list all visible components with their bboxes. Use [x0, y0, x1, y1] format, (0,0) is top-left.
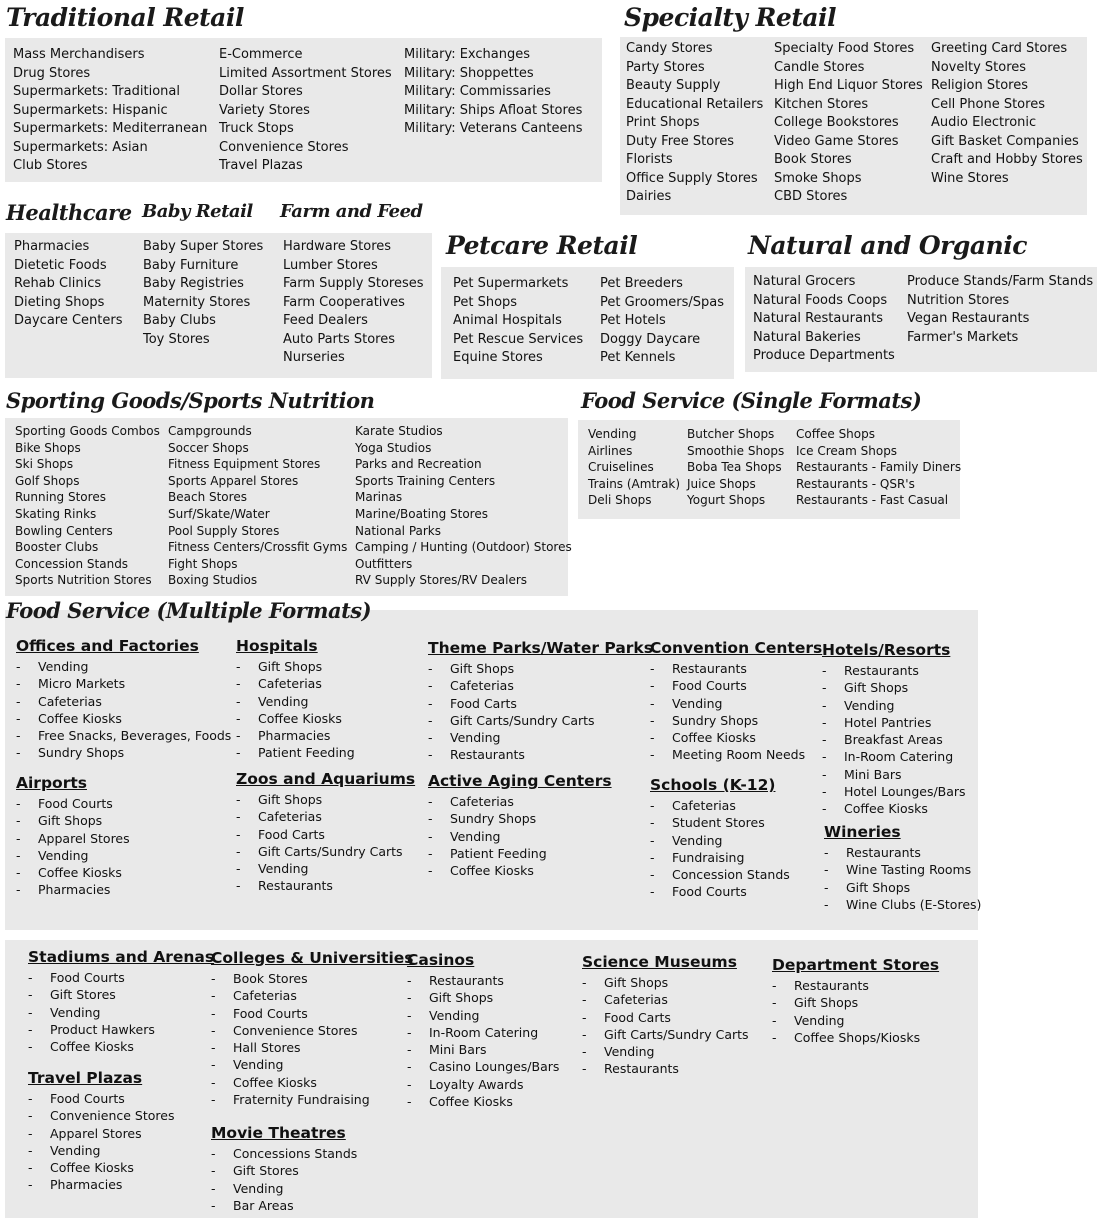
list-item: - Fraternity Fundraising [211, 1091, 414, 1108]
list-item: Golf Shops [15, 473, 80, 488]
list-item: - Vending [16, 847, 130, 864]
list-item: Pool Supply Stores [168, 523, 280, 538]
group-travel-plazas [28, 1068, 174, 1194]
food-single-title: Food Service (Single Formats) [581, 388, 922, 413]
list-item: - Vending [211, 1180, 357, 1197]
list-item: - Cafeterias [236, 675, 355, 692]
list-item: - Sundry Shops [650, 712, 822, 729]
group-active-aging [428, 771, 612, 879]
list-item: Dairies [626, 189, 672, 204]
list-item: Maternity Stores [143, 294, 251, 310]
group-science-museums [582, 952, 749, 1078]
list-item: Florists [626, 152, 673, 167]
group-heading: Movie Theatres [211, 1124, 346, 1142]
list-item: - Gift Shops [428, 660, 653, 677]
list-item: - Food Courts [650, 883, 790, 900]
list-item: Produce Departments [753, 348, 895, 363]
list-item: Specialty Food Stores [774, 41, 915, 56]
list-item: - Vending [428, 828, 612, 845]
list-item: Boxing Studios [168, 573, 258, 588]
list-item: Concession Stands [15, 556, 129, 571]
list-item: Sports Apparel Stores [168, 473, 299, 488]
baby-retail-list [143, 238, 263, 349]
list-item: - Food Courts [650, 677, 822, 694]
list-item: - Hotel Pantries [822, 714, 966, 731]
list-item: Audio Electronic [931, 115, 1037, 130]
list-item: Gift Basket Companies [931, 133, 1079, 149]
natural-col-2 [907, 273, 1093, 347]
list-item: - Coffee Kiosks [16, 710, 231, 727]
list-item: - Gift Shops [16, 812, 130, 829]
list-item: - Convenience Stores [28, 1107, 174, 1124]
list-item: Camping / Hunting (Outdoor) Stores [355, 540, 572, 555]
list-item: Yogurt Shops [687, 493, 766, 508]
list-item: - Food Courts [16, 795, 130, 812]
list-item: - Gift Shops [822, 679, 966, 696]
list-item: Smoke Shops [774, 170, 862, 186]
group-wineries [824, 822, 981, 913]
list-item: - Restaurants [824, 844, 981, 861]
list-item: - Vending [582, 1043, 749, 1060]
list-item: Rehab Clinics [14, 276, 102, 291]
list-item: Drug Stores [13, 65, 91, 81]
list-item: Restaurants - Family Diners [796, 460, 962, 475]
list-item: - Coffee Shops/Kiosks [772, 1029, 939, 1046]
group-zoos [236, 769, 415, 895]
list-item: - Cafeterias [582, 991, 749, 1008]
group-hotels [822, 640, 966, 818]
list-item: - Concessions Stands [211, 1145, 357, 1162]
list-item: - Mini Bars [822, 766, 966, 783]
list-item: Ice Cream Shops [796, 443, 898, 458]
list-item: Mass Merchandisers [13, 47, 145, 62]
list-item: Pet Shops [453, 294, 518, 310]
list-item: - Coffee Kiosks [428, 862, 612, 879]
list-item: - Breakfast Areas [822, 731, 966, 748]
list-item: - Wine Clubs (E-Stores) [824, 896, 981, 913]
list-item: - Vending [28, 1142, 174, 1159]
group-movie-theatres [211, 1123, 357, 1214]
group-heading: Wineries [824, 823, 901, 841]
list-item: - Coffee Kiosks [822, 800, 966, 817]
list-item: - Vending [28, 1004, 214, 1021]
specialty-col-2 [774, 40, 923, 207]
list-item: Supermarkets: Asian [13, 139, 148, 155]
list-item: Restaurants - Fast Casual [796, 493, 949, 508]
list-item: - Sundry Shops [428, 810, 612, 827]
list-item: - Food Carts [428, 695, 653, 712]
list-item: - Gift Carts/Sundry Carts [582, 1026, 749, 1043]
list-item: Pharmacies [14, 239, 90, 254]
list-item: Skating Rinks [15, 506, 97, 521]
list-item: - Patient Feeding [428, 845, 612, 862]
list-item: Convenience Stores [219, 139, 349, 155]
group-schools [650, 775, 790, 901]
list-item: - Apparel Stores [16, 830, 130, 847]
list-item: Boba Tea Shops [687, 460, 782, 475]
list-item: Yoga Studios [355, 440, 432, 455]
natural-col-1 [753, 273, 895, 366]
group-heading: Science Museums [582, 953, 737, 971]
list-item: Nurseries [283, 350, 345, 365]
list-item: - Pharmacies [28, 1176, 174, 1193]
list-item: - Food Courts [28, 969, 214, 986]
farm-feed-list [283, 238, 424, 368]
list-item: Campgrounds [168, 424, 252, 438]
healthcare-list [14, 238, 123, 331]
list-item: - Convenience Stores [211, 1022, 414, 1039]
list-item: - Vending [822, 697, 966, 714]
list-item: - Coffee Kiosks [407, 1093, 559, 1110]
group-heading: Active Aging Centers [428, 772, 612, 790]
list-item: RV Supply Stores/RV Dealers [355, 573, 528, 588]
list-item: - Cafeterias [650, 797, 790, 814]
list-item: Coffee Shops [796, 427, 876, 441]
group-casinos [407, 950, 559, 1110]
list-item: High End Liquor Stores [774, 78, 923, 93]
list-item: Military: Veterans Canteens [404, 121, 583, 136]
group-convention-centers [650, 638, 822, 764]
list-item: Travel Plazas [219, 158, 303, 173]
list-item: - Restaurants [582, 1060, 749, 1077]
list-item: College Bookstores [774, 115, 899, 130]
list-item: Truck Stops [219, 121, 294, 136]
list-item: - Hall Stores [211, 1039, 414, 1056]
list-item: Natural Restaurants [753, 311, 884, 326]
list-item: Pet Kennels [600, 350, 676, 365]
list-item: - Apparel Stores [28, 1125, 174, 1142]
list-item: Fitness Centers/Crossfit Gyms [168, 540, 348, 555]
traditional-retail-title: Traditional Retail [6, 3, 244, 32]
list-item: Bike Shops [15, 440, 81, 455]
list-item: Military: Commissaries [404, 84, 551, 99]
single-col-1 [588, 426, 680, 509]
list-item: - Restaurants [822, 662, 966, 679]
list-item: - Free Snacks, Beverages, Foods [16, 727, 231, 744]
list-item: Club Stores [13, 158, 88, 173]
list-item: Dietetic Foods [14, 257, 107, 273]
group-stadiums [28, 947, 214, 1055]
list-item: - Restaurants [650, 660, 822, 677]
list-item: E-Commerce [219, 47, 303, 62]
list-item: Limited Assortment Stores [219, 65, 392, 81]
list-item: - Pharmacies [236, 727, 355, 744]
list-item: Juice Shops [687, 476, 756, 491]
list-item: Religion Stores [931, 78, 1028, 93]
list-item: - Fundraising [650, 849, 790, 866]
list-item: - Loyalty Awards [407, 1076, 559, 1093]
list-item: - Gift Shops [236, 791, 415, 808]
list-item: Fight Shops [168, 556, 238, 571]
list-item: Educational Retailers [626, 96, 764, 112]
list-item: Farm Cooperatives [283, 294, 405, 310]
list-item: Doggy Daycare [600, 331, 701, 347]
list-item: Trains (Amtrak) [588, 476, 681, 491]
group-heading: Hospitals [236, 637, 318, 655]
list-item: - Micro Markets [16, 675, 231, 692]
list-item: - Book Stores [211, 970, 414, 987]
list-item: - Food Courts [28, 1090, 174, 1107]
list-item: - Mini Bars [407, 1041, 559, 1058]
specialty-retail-title: Specialty Retail [624, 3, 837, 32]
list-item: - Coffee Kiosks [211, 1074, 414, 1091]
group-heading: Casinos [407, 951, 475, 969]
list-item: - Student Stores [650, 814, 790, 831]
group-heading: Convention Centers [650, 639, 823, 657]
list-item: - Vending [211, 1056, 414, 1073]
sporting-col-2 [168, 423, 347, 589]
group-heading: Theme Parks/Water Parks [428, 639, 653, 657]
list-item: - Gift Stores [211, 1162, 357, 1179]
sporting-col-3 [355, 423, 572, 589]
group-heading: Airports [16, 774, 87, 792]
list-item: Running Stores [15, 490, 106, 505]
list-item: Ski Shops [15, 457, 74, 472]
list-item: - Vending [650, 695, 822, 712]
petcare-retail-title: Petcare Retail [446, 231, 638, 260]
list-item: - Food Carts [236, 826, 415, 843]
list-item: Video Game Stores [774, 133, 899, 149]
list-item: - Cafeterias [428, 793, 612, 810]
list-item: Outfitters [355, 556, 413, 571]
list-item: Farm Supply Storeses [283, 276, 424, 291]
list-item: Sports Nutrition Stores [15, 573, 152, 588]
list-item: - In-Room Catering [407, 1024, 559, 1041]
list-item: Parks and Recreation [355, 457, 482, 472]
list-item: - Coffee Kiosks [28, 1038, 214, 1055]
list-item: - Vending [407, 1007, 559, 1024]
petcare-col-1 [453, 275, 583, 368]
list-item: Natural Foods Coops [753, 292, 888, 308]
list-item: Airlines [588, 443, 633, 458]
group-heading: Offices and Factories [16, 637, 199, 655]
list-item: Deli Shops [588, 493, 652, 508]
healthcare-title: Healthcare [6, 200, 132, 225]
list-item: - Vending [236, 860, 415, 877]
list-item: Surf/Skate/Water [168, 506, 270, 521]
list-item: - Patient Feeding [236, 744, 355, 761]
list-item: Cruiselines [588, 460, 654, 475]
list-item: - Gift Shops [772, 994, 939, 1011]
list-item: Natural Bakeries [753, 329, 861, 345]
list-item: Wine Stores [931, 170, 1009, 186]
list-item: Marinas [355, 490, 403, 505]
group-heading: Stadiums and Arenas [28, 948, 215, 966]
list-item: Karate Studios [355, 424, 443, 438]
list-item: Dollar Stores [219, 84, 303, 99]
list-item: Military: Shoppettes [404, 65, 534, 81]
list-item: Party Stores [626, 59, 705, 75]
list-item: - Hotel Lounges/Bars [822, 783, 966, 800]
list-item: - Restaurants [407, 972, 559, 989]
list-item: Sports Training Centers [355, 473, 496, 488]
single-col-2 [687, 426, 784, 509]
sporting-goods-title: Sporting Goods/Sports Nutrition [6, 388, 375, 413]
list-item: - Gift Carts/Sundry Carts [428, 712, 653, 729]
group-offices [16, 636, 231, 762]
list-item: - Food Courts [211, 1005, 414, 1022]
list-item: - Sundry Shops [16, 744, 231, 761]
list-item: Smoothie Shops [687, 443, 785, 458]
list-item: Pet Hotels [600, 313, 666, 328]
list-item: Book Stores [774, 152, 852, 167]
list-item: Baby Furniture [143, 257, 239, 273]
list-item: - Concession Stands [650, 866, 790, 883]
group-heading: Colleges & Universities [211, 949, 414, 967]
list-item: Baby Clubs [143, 313, 216, 328]
group-airports [16, 773, 130, 899]
list-item: Pet Supermarkets [453, 276, 569, 291]
sporting-col-1 [15, 423, 160, 589]
list-item: Greeting Card Stores [931, 41, 1068, 56]
list-item: - Gift Shops [407, 989, 559, 1006]
group-heading: Travel Plazas [28, 1069, 143, 1087]
group-heading: Hotels/Resorts [822, 641, 951, 659]
list-item: Animal Hospitals [453, 313, 562, 328]
specialty-col-1 [626, 40, 763, 207]
farm-feed-title: Farm and Feed [280, 201, 423, 222]
natural-organic-title: Natural and Organic [748, 231, 1027, 260]
list-item: Baby Super Stores [143, 239, 264, 254]
list-item: - Coffee Kiosks [650, 729, 822, 746]
list-item: Butcher Shops [687, 427, 775, 441]
group-hospitals [236, 636, 355, 762]
list-item: Farmer's Markets [907, 329, 1019, 345]
list-item: Feed Dealers [283, 313, 368, 328]
list-item: - Restaurants [772, 977, 939, 994]
list-item: Supermarkets: Hispanic [13, 102, 168, 118]
list-item: Equine Stores [453, 350, 543, 365]
list-item: - Cafeterias [16, 693, 231, 710]
list-item: - Wine Tasting Rooms [824, 861, 981, 878]
list-item: Pet Groomers/Spas [600, 294, 725, 310]
list-item: Fitness Equipment Stores [168, 457, 321, 472]
list-item: Duty Free Stores [626, 133, 735, 149]
list-item: Craft and Hobby Stores [931, 152, 1083, 167]
single-col-3 [796, 426, 961, 509]
list-item: Baby Registries [143, 276, 244, 291]
list-item: Print Shops [626, 115, 700, 130]
group-heading: Schools (K-12) [650, 776, 776, 794]
list-item: Pet Rescue Services [453, 331, 584, 347]
list-item: - Restaurants [428, 746, 653, 763]
list-item: - Vending [16, 658, 231, 675]
list-item: Candy Stores [626, 41, 713, 56]
list-item: Daycare Centers [14, 313, 123, 328]
list-item: Marine/Boating Stores [355, 506, 488, 521]
list-item: Booster Clubs [15, 540, 99, 555]
list-item: Variety Stores [219, 102, 310, 118]
list-item: - Cafeterias [236, 808, 415, 825]
list-item: - Gift Carts/Sundry Carts [236, 843, 415, 860]
list-item: Soccer Shops [168, 440, 249, 455]
list-item: National Parks [355, 523, 442, 538]
petcare-col-2 [600, 275, 724, 368]
list-item: - Food Carts [582, 1009, 749, 1026]
list-item: - Vending [236, 693, 355, 710]
list-item: Dieting Shops [14, 294, 105, 310]
list-item: - Gift Stores [28, 986, 214, 1003]
list-item: Cell Phone Stores [931, 96, 1045, 112]
list-item: Novelty Stores [931, 59, 1027, 75]
list-item: Restaurants - QSR's [796, 476, 915, 491]
list-item: Toy Stores [143, 331, 210, 347]
list-item: - In-Room Catering [822, 748, 966, 765]
baby-retail-title: Baby Retail [142, 201, 253, 222]
food-multiple-title: Food Service (Multiple Formats) [6, 598, 372, 623]
list-item: Vending [588, 427, 637, 441]
traditional-col-1 [13, 46, 207, 176]
list-item: Kitchen Stores [774, 96, 869, 112]
specialty-col-3 [931, 40, 1083, 188]
list-item: - Vending [772, 1012, 939, 1029]
list-item: - Cafeterias [428, 677, 653, 694]
list-item: Sporting Goods Combos [15, 424, 160, 438]
list-item: Auto Parts Stores [283, 331, 396, 347]
list-item: Vegan Restaurants [907, 311, 1030, 326]
list-item: Produce Stands/Farm Stands [907, 274, 1094, 289]
list-item: Hardware Stores [283, 239, 392, 254]
list-item: - Gift Shops [236, 658, 355, 675]
list-item: Natural Grocers [753, 274, 856, 289]
list-item: - Bar Areas [211, 1197, 357, 1214]
list-item: Supermarkets: Mediterranean [13, 121, 208, 136]
list-item: - Gift Shops [582, 974, 749, 991]
list-item: - Cafeterias [211, 987, 414, 1004]
list-item: - Pharmacies [16, 881, 130, 898]
list-item: CBD Stores [774, 189, 848, 204]
list-item: - Restaurants [236, 877, 415, 894]
list-item: Supermarkets: Traditional [13, 84, 180, 99]
list-item: Nutrition Stores [907, 292, 1010, 308]
list-item: Beauty Supply [626, 78, 721, 93]
list-item: Military: Exchanges [404, 47, 531, 62]
list-item: Office Supply Stores [626, 170, 758, 186]
list-item: - Casino Lounges/Bars [407, 1058, 559, 1075]
list-item: Military: Ships Afloat Stores [404, 102, 583, 118]
list-item: - Vending [428, 729, 653, 746]
list-item: Pet Breeders [600, 276, 683, 291]
list-item: - Coffee Kiosks [28, 1159, 174, 1176]
group-heading: Department Stores [772, 956, 940, 974]
list-item: Beach Stores [168, 490, 247, 505]
traditional-col-2 [219, 46, 392, 176]
group-heading: Zoos and Aquariums [236, 770, 416, 788]
list-item: - Coffee Kiosks [16, 864, 130, 881]
group-colleges [211, 948, 414, 1108]
traditional-col-3 [404, 46, 583, 139]
list-item: - Gift Shops [824, 879, 981, 896]
list-item: Bowling Centers [15, 523, 113, 538]
list-item: Lumber Stores [283, 257, 378, 273]
group-department-stores [772, 955, 939, 1046]
group-theme-parks [428, 638, 653, 764]
list-item: - Meeting Room Needs [650, 746, 822, 763]
list-item: - Vending [650, 832, 790, 849]
list-item: Candle Stores [774, 59, 865, 75]
list-item: - Coffee Kiosks [236, 710, 355, 727]
list-item: - Product Hawkers [28, 1021, 214, 1038]
